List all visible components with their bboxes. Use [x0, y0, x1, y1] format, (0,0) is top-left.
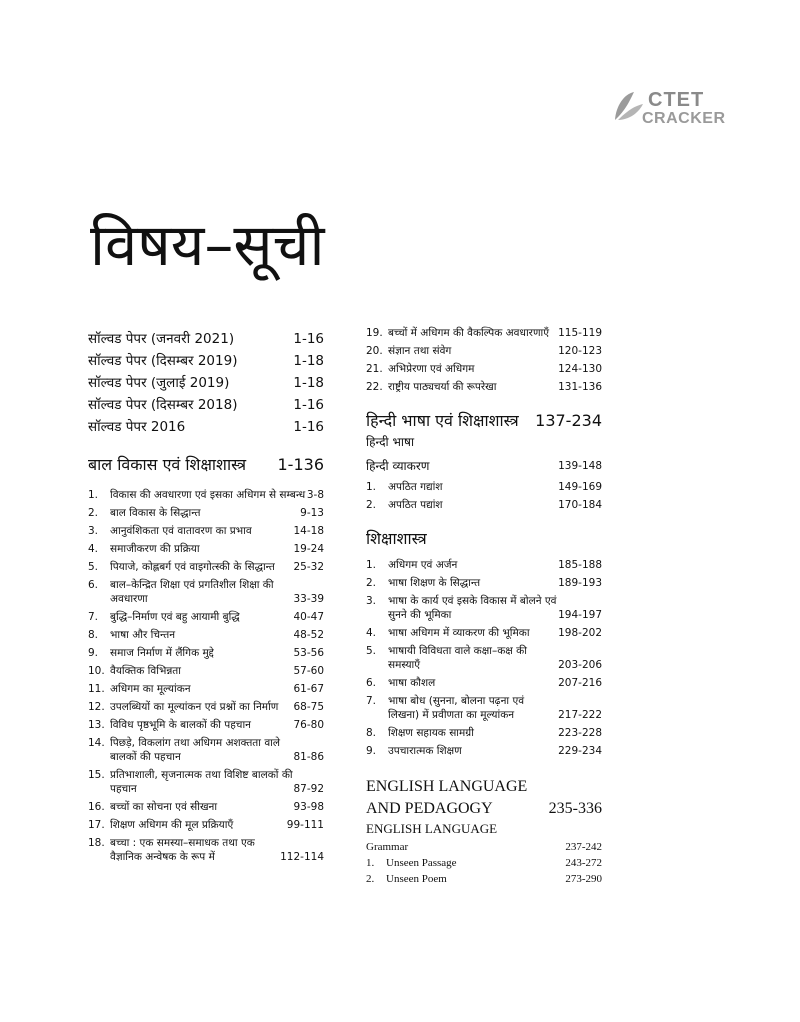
entry-label: राष्ट्रीय पाठ्यचर्या की रूपरेखा — [388, 381, 497, 393]
entry-label: भाषा शिक्षण के सिद्धान्त — [388, 577, 481, 589]
english-list — [366, 855, 602, 887]
entry-label: आनुवंशिकता एवं वातावरण का प्रभाव — [110, 525, 252, 537]
section-title-line2: AND PEDAGOGY — [366, 800, 493, 817]
section-title: बाल विकास एवं शिक्षाशास्त्र — [88, 455, 247, 474]
entry-number: 3. — [88, 525, 99, 537]
entry-pages: 57-60 — [293, 665, 324, 677]
pedagogy-list — [366, 558, 602, 758]
section-heading-pedagogy[interactable] — [366, 528, 602, 550]
entry-number: 5. — [88, 561, 99, 573]
entry-pages: 217-222 — [558, 709, 602, 721]
entry-number: 15. — [88, 769, 105, 781]
entry-pages: 33-39 — [293, 593, 324, 605]
toc-entry[interactable] — [88, 768, 324, 796]
toc-entry[interactable] — [366, 855, 602, 871]
entry-pages: 14-18 — [293, 525, 324, 537]
section-pages: 235-336 — [548, 800, 602, 817]
entry-label: बच्चों में अधिगम की वैकल्पिक अवधारणाएँ — [388, 327, 550, 339]
entry-label: विविध पृष्ठभूमि के बालकों की पहचान — [110, 719, 252, 731]
toc-entry[interactable] — [88, 560, 324, 574]
entry-number: 13. — [88, 719, 105, 731]
entry-pages: 61-67 — [293, 683, 324, 695]
toc-entry[interactable] — [366, 839, 602, 855]
entry-number: 19. — [366, 327, 383, 339]
toc-entry[interactable] — [366, 344, 602, 358]
toc-entry[interactable] — [366, 871, 602, 887]
entry-pages: 1-16 — [293, 331, 324, 347]
entry-label: उपलब्धियों का मूल्यांकन एवं प्रश्नों का निर्माण — [110, 701, 279, 713]
toc-entry[interactable] — [88, 718, 324, 732]
entry-pages: 112-114 — [280, 851, 324, 863]
toc-entry[interactable] — [366, 576, 602, 590]
entry-pages: 273-290 — [565, 873, 602, 885]
entry-number: 1. — [366, 857, 375, 869]
entry-number: 3. — [366, 595, 377, 607]
toc-entry[interactable] — [88, 350, 324, 372]
entry-number: 14. — [88, 737, 105, 749]
section-heading-english[interactable] — [366, 776, 602, 820]
toc-entry[interactable] — [88, 800, 324, 814]
entry-pages: 81-86 — [293, 751, 324, 763]
entry-pages: 99-111 — [286, 819, 324, 831]
entry-pages: 87-92 — [293, 783, 324, 795]
entry-number: 16. — [88, 801, 105, 813]
solved-papers-list — [88, 328, 324, 438]
entry-label: Unseen Poem — [386, 873, 447, 885]
toc-entry[interactable] — [366, 380, 602, 394]
entry-label: समाजीकरण की प्रक्रिया — [110, 543, 200, 555]
entry-label: हिन्दी व्याकरण — [366, 459, 430, 473]
toc-entry[interactable] — [88, 682, 324, 696]
entry-pages: 194-197 — [558, 609, 602, 621]
entry-pages: 189-193 — [558, 577, 602, 589]
toc-entry[interactable] — [88, 578, 324, 606]
entry-number: 8. — [88, 629, 99, 641]
entry-pages: 19-24 — [293, 543, 324, 555]
entry-label: शिक्षण अधिगम की मूल प्रक्रियाएँ — [110, 819, 234, 831]
toc-entry[interactable] — [88, 700, 324, 714]
entry-label: सॉल्वड पेपर (जनवरी 2021) — [88, 331, 235, 347]
toc-entry[interactable] — [88, 646, 324, 660]
entry-label: भाषा और चिन्तन — [110, 629, 176, 641]
entry-pages: 207-216 — [558, 677, 602, 689]
toc-entry[interactable] — [366, 362, 602, 376]
entry-number: 12. — [88, 701, 105, 713]
toc-entry[interactable] — [366, 626, 602, 640]
entry-number: 2. — [366, 873, 375, 885]
entry-label: सॉल्वड पेपर (दिसम्बर 2019) — [88, 353, 238, 369]
entry-number: 2. — [366, 499, 377, 511]
entry-number: 6. — [88, 579, 99, 591]
entry-number: 4. — [88, 543, 99, 555]
entry-label: सॉल्वड पेपर (जुलाई 2019) — [88, 375, 230, 391]
entry-number: 21. — [366, 363, 383, 375]
section-pages: 1-136 — [277, 455, 324, 474]
entry-pages: 3-8 — [306, 489, 324, 501]
toc-entry[interactable] — [366, 744, 602, 758]
entry-number: 6. — [366, 677, 377, 689]
entry-label: अधिगम एवं अर्जन — [388, 559, 458, 571]
page-title: विषय–सूची — [90, 211, 325, 279]
toc-entry[interactable] — [88, 628, 324, 642]
entry-pages: 237-242 — [565, 841, 602, 853]
entry-number: 1. — [366, 559, 377, 571]
entry-label: अपठित पद्यांश — [388, 499, 443, 511]
entry-pages: 1-16 — [293, 419, 324, 435]
entry-number: 2. — [366, 577, 377, 589]
entry-number: 7. — [366, 695, 377, 707]
section-heading-hindi[interactable] — [366, 410, 602, 432]
toc-entry[interactable] — [88, 328, 324, 350]
toc-entry[interactable] — [88, 394, 324, 416]
entry-pages: 68-75 — [293, 701, 324, 713]
toc-entry[interactable] — [88, 506, 324, 520]
entry-label: सॉल्वड पेपर (दिसम्बर 2018) — [88, 397, 238, 413]
entry-label: भाषायी विविधता वाले कक्षा–कक्ष की समस्याएँ — [388, 645, 527, 671]
entry-label: बुद्धि–निर्माण एवं बहु आयामी बुद्धि — [110, 611, 240, 623]
entry-pages: 115-119 — [558, 327, 602, 339]
toc-entry[interactable] — [366, 644, 602, 672]
entry-number: 8. — [366, 727, 377, 739]
section-title-line1: ENGLISH LANGUAGE — [366, 778, 528, 795]
toc-entry[interactable] — [88, 524, 324, 538]
entry-number: 4. — [366, 627, 377, 639]
entry-pages: 25-32 — [293, 561, 324, 573]
section-title: हिन्दी भाषा एवं शिक्षाशास्त्र — [366, 411, 519, 430]
subsection-title: हिन्दी भाषा — [366, 435, 415, 449]
entry-label: प्रतिभाशाली, सृजनात्मक तथा विशिष्ट बालकों की पहचान — [110, 769, 293, 795]
entry-pages: 9-13 — [300, 507, 324, 519]
entry-pages: 229-234 — [558, 745, 602, 757]
entry-pages: 139-148 — [558, 460, 602, 472]
entry-number: 1. — [366, 481, 377, 493]
toc-entry[interactable] — [88, 372, 324, 394]
entry-pages: 1-16 — [293, 397, 324, 413]
toc-entry[interactable] — [366, 558, 602, 572]
entry-label: समाज निर्माण में लैंगिक मुद्दे — [110, 647, 214, 659]
entry-pages: 243-272 — [565, 857, 602, 869]
entry-number: 17. — [88, 819, 105, 831]
subsection-title: ENGLISH LANGUAGE — [366, 821, 498, 836]
toc-entry[interactable] — [88, 488, 324, 502]
entry-pages: 131-136 — [558, 381, 602, 393]
entry-label: बच्चों का सोचना एवं सीखना — [110, 801, 218, 813]
toc-entry[interactable] — [366, 594, 602, 622]
toc-entry[interactable] — [366, 456, 602, 476]
wing-logo-icon — [612, 90, 644, 124]
entry-pages: 170-184 — [558, 499, 602, 511]
section-pages: 137-234 — [535, 411, 602, 430]
toc-entry[interactable] — [88, 416, 324, 438]
entry-number: 2. — [88, 507, 99, 519]
toc-entry[interactable] — [366, 498, 602, 512]
entry-number: 18. — [88, 837, 105, 849]
entry-label: शिक्षण सहायक सामग्री — [388, 727, 474, 739]
toc-entry[interactable] — [88, 818, 324, 832]
entry-pages: 93-98 — [293, 801, 324, 813]
entry-pages: 76-80 — [293, 719, 324, 731]
entry-label: विकास की अवधारणा एवं इसका अधिगम से सम्बन्ध — [110, 489, 306, 501]
entry-pages: 149-169 — [558, 481, 602, 493]
entry-label: संज्ञान तथा संवेग — [388, 345, 452, 357]
toc-entry[interactable] — [366, 694, 602, 722]
toc-entry[interactable] — [366, 480, 602, 494]
toc-entry[interactable] — [366, 676, 602, 690]
entry-label: पिछड़े, विकलांग तथा अधिगम अशक्तता वाले बालकों की पहचान — [110, 737, 281, 763]
entry-pages: 40-47 — [293, 611, 324, 623]
toc-entry[interactable] — [88, 836, 324, 864]
entry-pages: 185-188 — [558, 559, 602, 571]
entry-pages: 203-206 — [558, 659, 602, 671]
toc-entry[interactable] — [88, 542, 324, 556]
toc-entry[interactable] — [88, 664, 324, 678]
child-dev-list — [88, 488, 324, 864]
section-title: शिक्षाशास्त्र — [366, 529, 427, 548]
toc-left-column — [88, 328, 324, 868]
entry-pages: 1-18 — [293, 375, 324, 391]
entry-label: Grammar — [366, 841, 409, 853]
entry-label: बाल विकास के सिद्धान्त — [110, 507, 201, 519]
entry-label: अधिगम का मूल्यांकन — [110, 683, 191, 695]
logo-line2: CRACKER — [642, 110, 726, 127]
child-dev-cont-list — [366, 326, 602, 394]
entry-number: 9. — [366, 745, 377, 757]
entry-label: भाषा कौशल — [388, 677, 436, 689]
entry-label: Unseen Passage — [386, 857, 457, 869]
toc-right-column — [366, 326, 602, 887]
entry-label: अपठित गद्यांश — [388, 481, 443, 493]
entry-label: भाषा अधिगम में व्याकरण की भूमिका — [388, 627, 530, 639]
entry-pages: 1-18 — [293, 353, 324, 369]
entry-label: सॉल्वड पेपर 2016 — [88, 419, 186, 435]
entry-number: 7. — [88, 611, 99, 623]
entry-label: उपचारात्मक शिक्षण — [388, 745, 462, 757]
logo-line1: CTET — [648, 89, 705, 111]
toc-entry[interactable] — [88, 736, 324, 764]
entry-number: 20. — [366, 345, 383, 357]
entry-label: भाषा के कार्य एवं इसके विकास में बोलने एवं सुनने की भूमिका — [388, 595, 557, 621]
entry-number: 1. — [88, 489, 99, 501]
entry-number: 9. — [88, 647, 99, 659]
entry-pages: 124-130 — [558, 363, 602, 375]
entry-label: बाल–केन्द्रित शिक्षा एवं प्रगतिशील शिक्षा की अवधारणा — [110, 579, 274, 605]
entry-pages: 223-228 — [558, 727, 602, 739]
entry-pages: 120-123 — [558, 345, 602, 357]
entry-number: 5. — [366, 645, 377, 657]
entry-label: बच्चा : एक समस्या–समाधक तथा एक वैज्ञानिक अन्वेषक के रूप में — [110, 837, 255, 863]
entry-label: पियाजे, कोह्लबर्ग एवं वाइगोत्स्की के सिद्धान्त — [110, 561, 275, 573]
entry-number: 10. — [88, 665, 105, 677]
entry-pages: 53-56 — [293, 647, 324, 659]
toc-entry[interactable] — [366, 326, 602, 340]
toc-entry[interactable] — [88, 610, 324, 624]
entry-label: वैयक्तिक विभिन्नता — [110, 665, 182, 677]
ctet-cracker-logo — [612, 88, 724, 134]
entry-pages: 48-52 — [293, 629, 324, 641]
entry-number: 22. — [366, 381, 383, 393]
section-heading-child-dev[interactable] — [88, 454, 324, 476]
hindi-list — [366, 480, 602, 512]
entry-number: 11. — [88, 683, 105, 695]
entry-label: अभिप्रेरणा एवं अधिगम — [388, 363, 475, 375]
entry-pages: 198-202 — [558, 627, 602, 639]
toc-entry[interactable] — [366, 726, 602, 740]
entry-label: भाषा बोध (सुनना, बोलना पढ़ना एवं लिखना) में प्रवीणता का मूल्यांकन — [388, 695, 525, 721]
